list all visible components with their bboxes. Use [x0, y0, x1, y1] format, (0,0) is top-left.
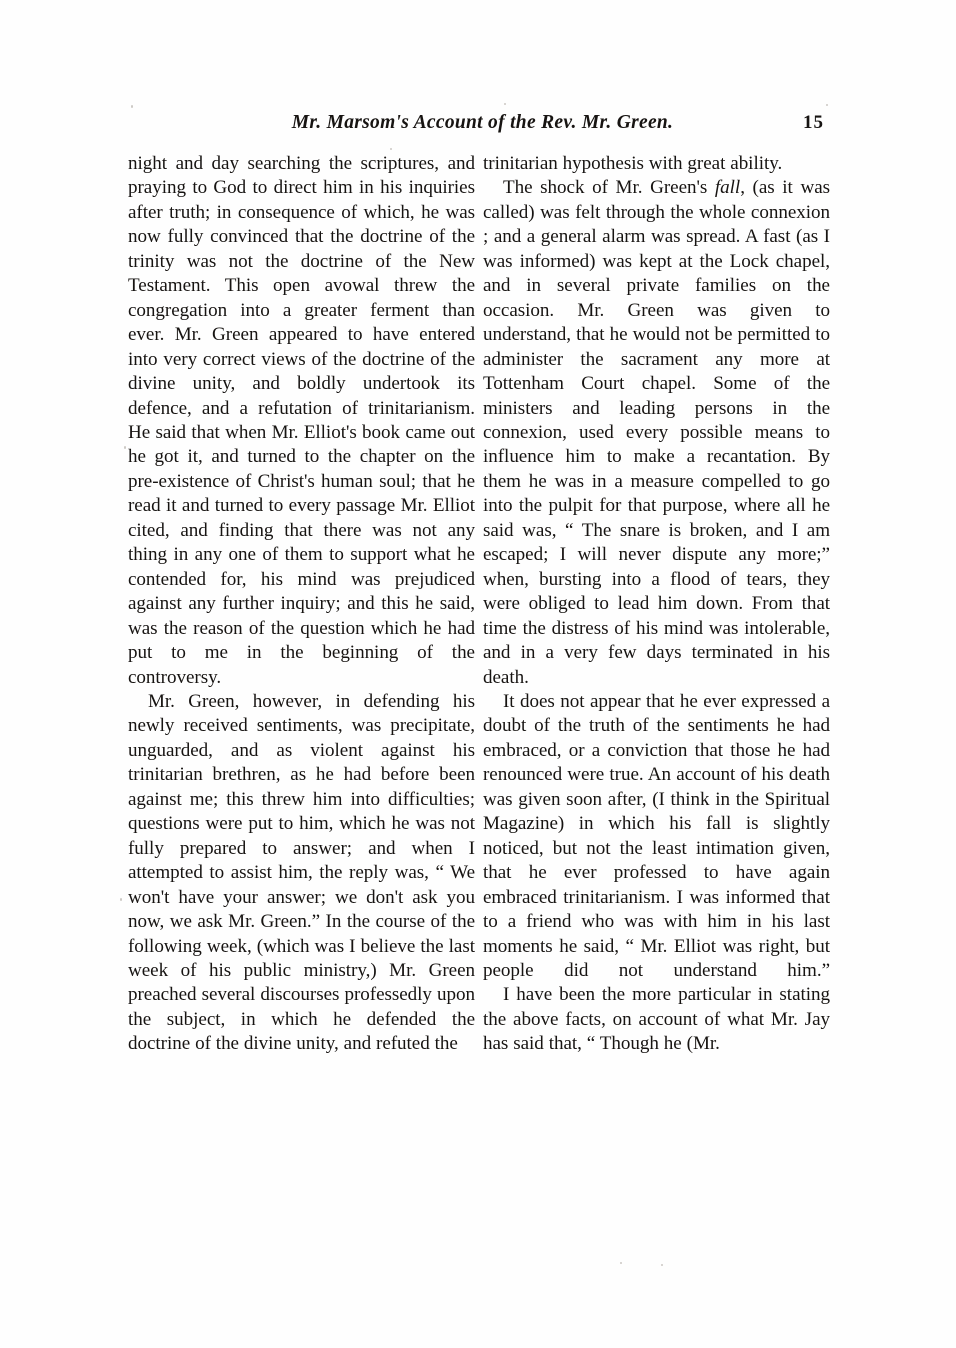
scan-speckle: [124, 446, 126, 449]
paragraph: I have been the more particular in stating the above facts, on account of what Mr. Jay has said that, “ Though he (Mr.: [483, 984, 830, 1055]
scan-speckle: [661, 1264, 663, 1266]
paragraph: It does not appear that he ever expressed a doubt of the truth of the sentiments he had embraced, or a conviction that those he had renounced were true. An account of his death was given soon after, (I think in the Spiritual Magazine) in which his fall is slightly noticed, but not the least intimation given, that he ever professed to have again embraced trinitarianism. I was informed that to a friend who was with him in his last moments he said, “ Mr. Elliot was right, but people did not understand him.”: [483, 690, 830, 981]
scan-speckle: [504, 103, 506, 105]
scan-speckle: [120, 898, 122, 901]
running-head: [128, 112, 830, 138]
scan-speckle: [390, 148, 392, 150]
emphasised-word: fall: [714, 177, 741, 199]
paragraph: [483, 176, 830, 690]
running-head-title: Mr. Marsom's Account of the Rev. Mr. Green.: [291, 112, 674, 133]
scan-speckle: [620, 1262, 622, 1264]
page-number: 15: [803, 112, 824, 133]
paragraph: night and day searching the scriptures, and praying to God to direct him in his inquiries after truth; in consequence of which, he was now fully convinced that the doctrine of the trinity was not the doctrine of the New Testament. This open avowal threw the congregation into a greater ferment than ever. Mr. Green appeared to have entered into very correct views of the doctrine of the divine unity, and boldly undertook its defence, and a refutation of trinitarianism. He said that when Mr. Elliot's book came out he got it, and turned to the chapter on the pre-existence of Christ's human soul; that he read it and turned to every passage Mr. Elliot cited, and finding that there was not any thing in any one of them to support what he contended for, his mind was prejudiced against any further inquiry; and this he said, was the reason of the question which he had put to me in the beginning of the controversy.: [128, 153, 475, 688]
paragraph-text: , (as it was called) was felt through the whole connexion ; and a general alarm was spread. A fast (as I was informed) was kept at the Lock chapel, and in several private families on the occasion. Mr. Green was given to understand, that he would not be permitted to administer the sacrament any more at Tottenham Court chapel. Some of the ministers and leading persons in the connexion, used every possible means to influence him to make a recantation. By them he was in a measure compelled to go into the pulpit for that purpose, where all he said was, “ The snare is broken, and I am escaped; I will never dispute any more;” when, bursting into a flood of tears, they were obliged to lead him down. From that time the distress of his mind was intolerable, and in a very few days terminated in his death.: [483, 177, 830, 688]
paragraph-text: The shock of Mr. Green's: [503, 177, 715, 199]
scan-speckle: [826, 104, 828, 106]
text-column-right: [483, 152, 830, 1057]
paragraph: Mr. Green, however, in defending his newly received sentiments, was precipitate, unguarded, and as violent against his trinitarian brethren, as he had before been against me; this threw him into difficulties; questions were put to him, which he was not fully prepared to answer; and when I attempted to assist him, the reply was, “ We won't have your answer; we don't ask you now, we ask Mr. Green.” In the course of the following week, (which was I believe the last week of his public ministry,) Mr. Green preached several discourses professedly upon the subject, in which he defended the doctrine of the divine unity, and refuted the: [128, 690, 475, 1055]
text-column-left: [128, 152, 475, 1057]
paragraph: trinitarian hypothesis with great ability.: [483, 153, 783, 174]
scan-speckle: [131, 105, 133, 108]
